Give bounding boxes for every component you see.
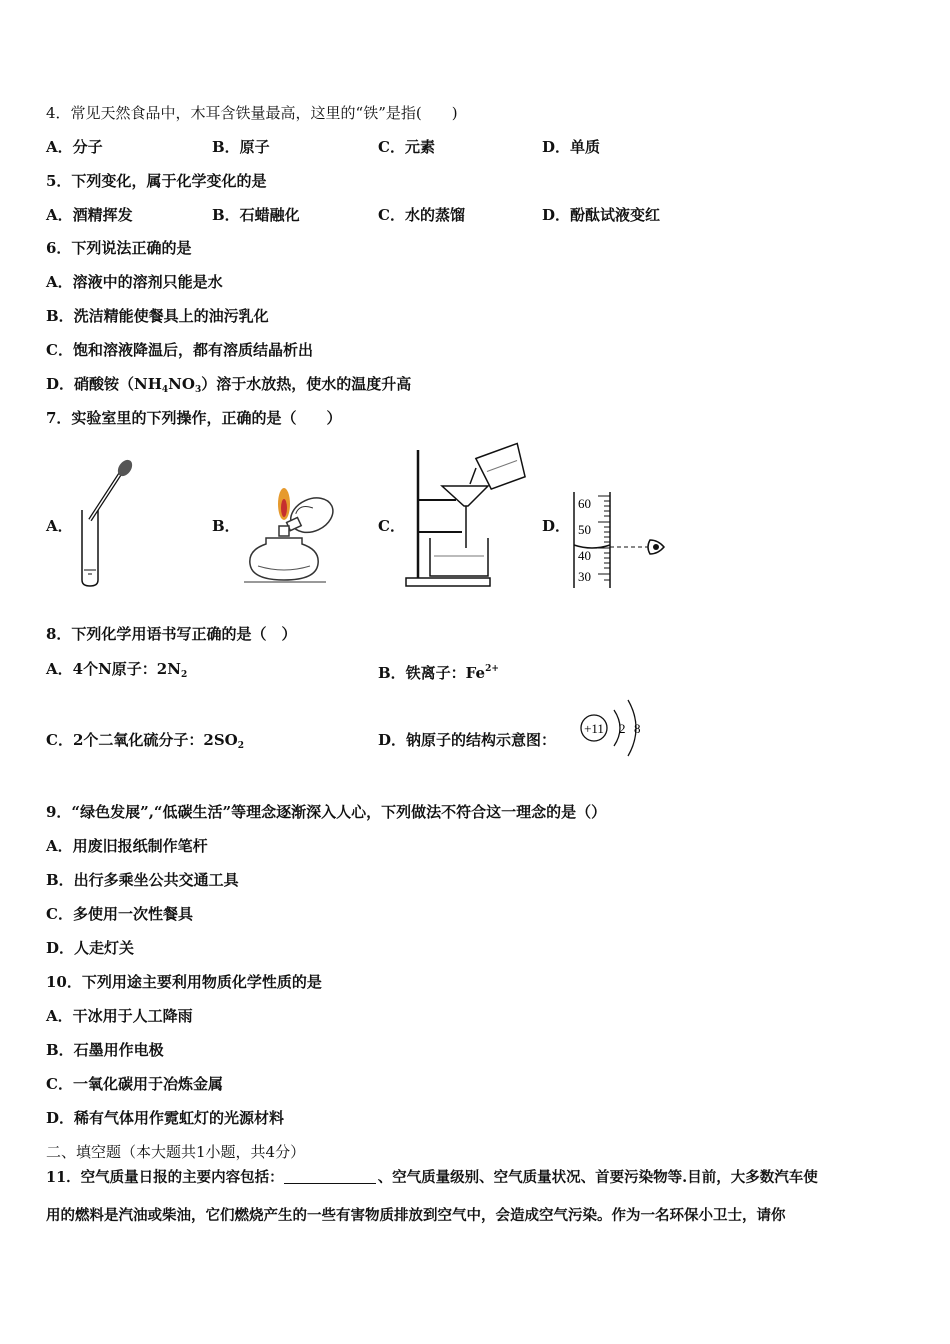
q10-option-a[interactable]: A．干冰用于人工降雨 xyxy=(46,1007,193,1025)
q6-d-mid: NO xyxy=(168,375,195,393)
q8-option-c[interactable] xyxy=(46,730,244,756)
q7-label-c[interactable]: C． xyxy=(378,517,405,535)
q11-line-1 xyxy=(46,1168,818,1188)
q8-option-a[interactable] xyxy=(46,659,187,685)
q10-option-b[interactable]: B．石墨用作电极 xyxy=(46,1041,164,1059)
q11-answer-blank[interactable] xyxy=(284,1169,376,1184)
nucleus-charge: +11 xyxy=(584,721,604,736)
q7-label-b[interactable]: B． xyxy=(212,517,240,535)
q8-b-sup: 2+ xyxy=(485,664,499,674)
q9-option-b[interactable]: B．出行多乘坐公共交通工具 xyxy=(46,871,239,889)
dropper-test-tube-figure xyxy=(70,458,140,590)
q6-option-c[interactable]: C．饱和溶液降温后，都有溶质结晶析出 xyxy=(46,341,313,359)
q6-option-d[interactable] xyxy=(46,374,411,400)
q8-a-text: A．4个N原子：2N xyxy=(46,660,181,678)
q4-option-c[interactable]: C．元素 xyxy=(378,138,435,156)
q9-option-c[interactable]: C．多使用一次性餐具 xyxy=(46,905,193,923)
q6-d-post: ）溶于水放热，使水的温度升高 xyxy=(201,375,412,393)
section-2-title: 二、填空题（本大题共1小题，共4分） xyxy=(46,1143,306,1161)
q7-label-d[interactable]: D． xyxy=(542,517,571,535)
q6-stem: 6．下列说法正确的是 xyxy=(46,239,192,257)
q11-post: 、空气质量级别、空气质量状况、首要污染物等.目前，大多数汽车使 xyxy=(377,1169,818,1186)
q6-option-b[interactable]: B．洗洁精能使餐具上的油污乳化 xyxy=(46,307,269,325)
q9-option-a[interactable]: A．用废旧报纸制作笔杆 xyxy=(46,837,208,855)
q10-option-d[interactable]: D．稀有气体用作霓虹灯的光源材料 xyxy=(46,1109,285,1127)
filtration-setup-figure xyxy=(402,442,532,588)
sodium-atom-diagram xyxy=(578,694,650,768)
shell-1-electrons: 2 xyxy=(619,721,626,736)
q8-a-sub: 2 xyxy=(180,670,188,680)
q5-option-b[interactable]: B．石蜡融化 xyxy=(212,206,300,224)
q4-option-d[interactable]: D．单质 xyxy=(542,138,601,156)
graduated-cylinder-figure xyxy=(566,488,672,592)
q9-option-d[interactable]: D．人走灯关 xyxy=(46,939,135,957)
q5-option-a[interactable]: A．酒精挥发 xyxy=(46,206,133,224)
q8-stem: 8．下列化学用语书写正确的是（ ） xyxy=(46,625,297,643)
q6-d-sub2: 3 xyxy=(194,385,202,395)
q8-c-sub: 2 xyxy=(237,741,244,751)
q5-option-d[interactable]: D．酚酞试液变红 xyxy=(542,206,661,224)
q8-option-d[interactable]: D．钠原子的结构示意图： xyxy=(378,731,557,749)
tick-30: 30 xyxy=(578,569,591,584)
q5-option-c[interactable]: C．水的蒸馏 xyxy=(378,206,465,224)
tick-50: 50 xyxy=(578,522,591,537)
q11-line-2: 用的燃料是汽油或柴油，它们燃烧产生的一些有害物质排放到空气中，会造成空气污染。作为一名环保小卫士，请你 xyxy=(46,1207,786,1224)
q10-option-c[interactable]: C．一氧化碳用于冶炼金属 xyxy=(46,1075,223,1093)
shell-2-electrons: 8 xyxy=(634,721,641,736)
q8-option-b[interactable] xyxy=(378,659,499,683)
q8-b-text: B．铁离子：Fe xyxy=(378,664,486,682)
q8-c-text: C．2个二氧化硫分子：2SO xyxy=(46,731,238,749)
tick-40: 40 xyxy=(578,548,591,563)
q4-stem: 4．常见天然食品中，木耳含铁量最高，这里的“铁”是指( ) xyxy=(46,104,458,122)
q10-stem: 10．下列用途主要利用物质化学性质的是 xyxy=(46,973,322,991)
q11-pre: 11．空气质量日报的主要内容包括： xyxy=(46,1169,284,1186)
q4-option-a[interactable]: A．分子 xyxy=(46,138,103,156)
q6-option-a[interactable]: A．溶液中的溶剂只能是水 xyxy=(46,273,223,291)
alcohol-lamp-figure xyxy=(236,480,340,588)
q5-stem: 5．下列变化，属于化学变化的是 xyxy=(46,172,267,190)
q4-option-b[interactable]: B．原子 xyxy=(212,138,270,156)
q6-d-pre: D．硝酸铵（NH xyxy=(46,375,162,393)
q6-d-sub1: 4 xyxy=(161,385,169,395)
q7-label-a[interactable]: A． xyxy=(46,517,73,535)
q7-stem: 7．实验室里的下列操作，正确的是（ ） xyxy=(46,409,342,427)
tick-60: 60 xyxy=(578,496,591,511)
q9-stem: 9．“绿色发展”,“低碳生活”等理念逐渐深入人心，下列做法不符合这一理念的是（） xyxy=(46,803,607,821)
